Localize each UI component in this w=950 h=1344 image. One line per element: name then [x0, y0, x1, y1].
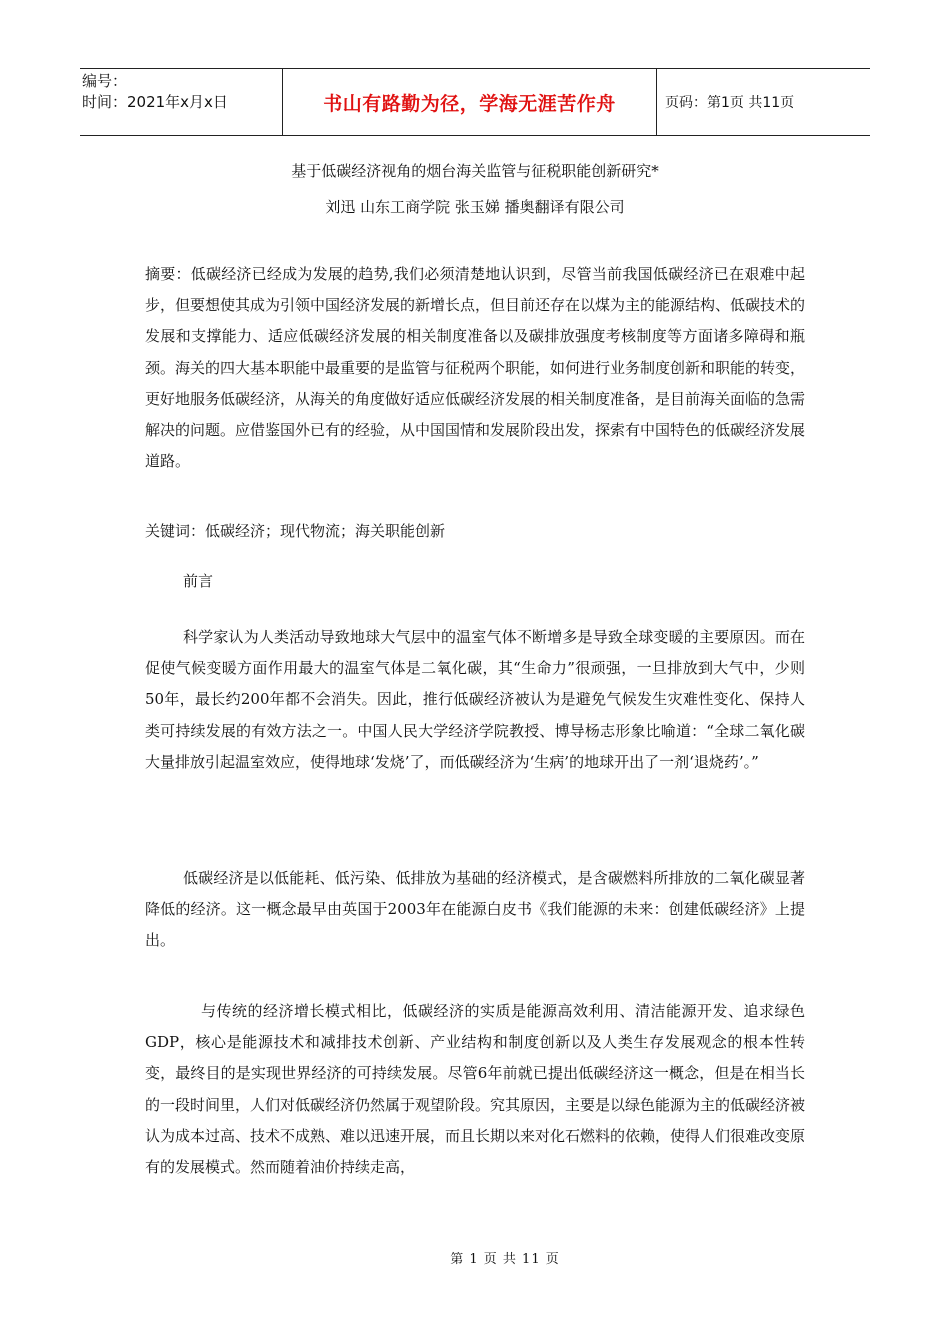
motto-text: 书山有路勤为径，学海无涯苦作舟 [323, 92, 616, 115]
paragraph-block [145, 996, 805, 1183]
header-page-cell [657, 69, 870, 135]
abstract-block [145, 259, 805, 477]
document-date: 时间：2021年x月x日 [82, 93, 228, 111]
paragraph-block [145, 863, 805, 957]
document-header [80, 68, 870, 136]
body-paragraph: 与传统的经济增长模式相比，低碳经济的实质是能源高效利用、清洁能源开发、追求绿色GDP，核心是能源技术和减排技术创新、产业结构和制度创新以及人类生存发展观念的根本性转变，最终目的是实现世界经济的可持续发展。尽管6年前就已提出低碳经济这一概念，但是在相当长的一段时间里，人们对低碳经济仍然属于观望阶段。究其原因，主要是以绿色能源为主的低碳经济被认为成本过高、技术不成熟、难以迅速开展，而且长期以来对化石燃料的依赖，使得人们很难改变原有的发展模式。然而随着油价持续走高， [145, 1002, 806, 1177]
page-footer: 第 1 页 共 11 页 [450, 1252, 560, 1267]
keywords-line: 关键词：低碳经济；现代物流；海关职能创新 [145, 522, 446, 540]
article-authors: 刘迅 山东工商学院 张玉娣 播奥翻译有限公司 [325, 198, 625, 216]
abstract-text: 摘要：低碳经济已经成为发展的趋势,我们必须清楚地认识到，尽管当前我国低碳经济已在艰难中起步，但要想使其成为引领中国经济发展的新增长点，但目前还存在以煤为主的能源结构、低碳技术的发展和支撑能力、适应低碳经济发展的相关制度准备以及碳排放强度考核制度等方面诸多障碍和瓶颈。海关的四大基本职能中最重要的是监管与征税两个职能，如何进行业务制度创新和职能的转变，更好地服务低碳经济，从海关的角度做好适应低碳经济发展的相关制度准备，是目前海关面临的急需解决的问题。应借鉴国外已有的经验，从中国国情和发展阶段出发，探索有中国特色的低碳经济发展道路。 [145, 265, 806, 471]
page-code: 页码：第1页 共11页 [665, 95, 795, 111]
header-motto-cell [282, 69, 657, 135]
preface-heading: 前言 [183, 572, 214, 590]
paragraph-block [145, 622, 805, 778]
header-meta [80, 69, 282, 135]
article-title: 基于低碳经济视角的烟台海关监管与征税职能创新研究* [291, 162, 659, 180]
body-paragraph: 低碳经济是以低能耗、低污染、低排放为基础的经济模式，是含碳燃料所排放的二氧化碳显著降低的经济。这一概念最早由英国于2003年在能源白皮书《我们能源的未来：创建低碳经济》上提出。 [145, 869, 805, 950]
document-number-label: 编号： [82, 72, 128, 90]
body-paragraph: 科学家认为人类活动导致地球大气层中的温室气体不断增多是导致全球变暖的主要原因。而在促使气候变暖方面作用最大的温室气体是二氧化碳，其“生命力”很顽强，一旦排放到大气中，少则50年，最长约200年都不会消失。因此，推行低碳经济被认为是避免气候发生灾难性变化、保持人类可持续发展的有效方法之一。中国人民大学经济学院教授、博导杨志形象比喻道：“全球二氧化碳大量排放引起温室效应，使得地球‘发烧’了，而低碳经济为‘生病’的地球开出了一剂‘退烧药’。” [145, 628, 805, 771]
